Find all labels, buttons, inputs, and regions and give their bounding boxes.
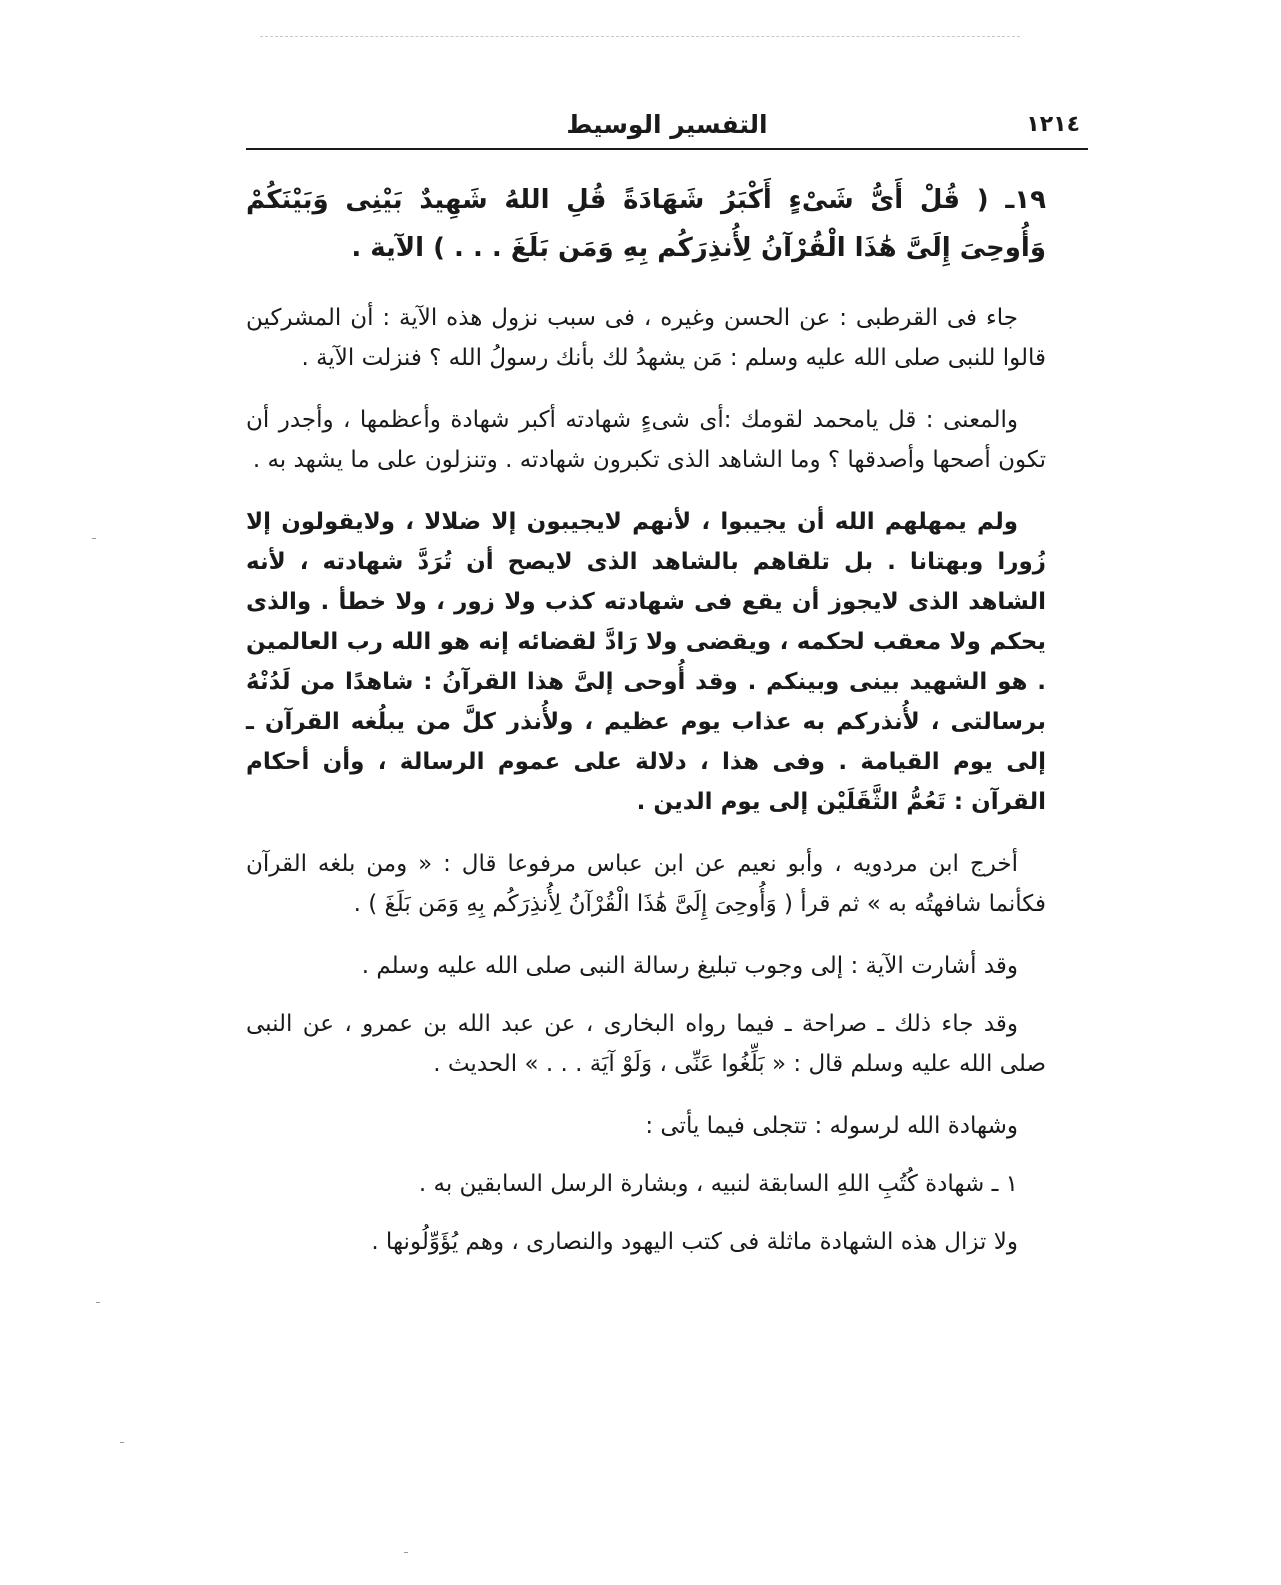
page-body: [246, 176, 1046, 1284]
hadith-narration-paragraph: أخرج ابن مردويه ، وأبو نعيم عن ابن عباس مرفوعا قال : « ومن بلغه القرآن فكأنما شافهتُه به » ثم قرأ ( وَأُوحِىَ إِلَىَّ هَٰذَا الْقُرْآنُ لِأُنذِرَكُم بِهِ وَمَن بَلَغَ ) .: [246, 851, 1046, 917]
page-header: [246, 104, 1088, 148]
scan-artifact-mark: [92, 538, 96, 539]
list-item-1: ١ ـ شهادة كُتُبِ اللهِ السابقة لنبيه ، وبشارة الرسل السابقين به .: [418, 1171, 1018, 1197]
page-number: ١٢١٤: [1026, 112, 1080, 137]
testimony-intro-paragraph: وشهادة الله لرسوله : تتجلى فيما يأتى :: [645, 1113, 1018, 1139]
bukhari-hadith-paragraph: وقد جاء ذلك ـ صراحة ـ فيما رواه البخارى ، عن عبد الله بن عمرو ، عن النبى صلى الله عليه وسلم قال : « بَلِّغُوا عَنِّى ، وَلَوْ آيَة . . . » الحديث .: [246, 1011, 1046, 1077]
meaning-paragraph: والمعنى : قل يامحمد لقومك :أى شىءٍ شهادته أكبر شهادة وأعظمها ، وأجدر أن تكون أصحها وأصدقها ؟ وما الشاهد الذى تكبرون شهادته . وتنزلون على ما يشهد به .: [246, 407, 1046, 473]
scan-artifact-top: [260, 36, 1020, 38]
running-title: التفسير الوسيط: [566, 110, 768, 139]
scan-artifact-mark: [96, 1302, 100, 1303]
revelation-cause-paragraph: جاء فى القرطبى : عن الحسن وغيره ، فى سبب نزول هذه الآية : أن المشركين قالوا للنبى صلى الله عليه وسلم : مَن يشهدُ لك بأنك رسولُ الله ؟ فنزلت الآية .: [246, 305, 1046, 371]
scan-artifact-mark: [120, 1442, 124, 1443]
verse-indication-paragraph: وقد أشارت الآية : إلى وجوب تبليغ رسالة النبى صلى الله عليه وسلم .: [361, 953, 1018, 979]
header-divider: [246, 148, 1088, 150]
scan-artifact-mark: [404, 1552, 408, 1553]
quran-verse-paragraph: ١٩ـ ( قُلْ أَىُّ شَىْءٍ أَكْبَرُ شَهَادَةً قُلِ اللهُ شَهِيدٌ بَيْنِى وَبَيْنَكُمْ وَأُوحِىَ إِلَىَّ هَٰذَا الْقُرْآنُ لِأُنذِرَكُم بِهِ وَمَن بَلَغَ . . . ) الآية .: [246, 185, 1046, 263]
commentary-paragraph: ولم يمهلهم الله أن يجيبوا ، لأنهم لايجيبون إلا ضلالا ، ولايقولون إلا زُورا وبهتانا . بل تلقاهم بالشاهد الذى لايصح أن تُرَدَّ شهادته ، لأنه الشاهد الذى لايجوز أن يقع فى شهادته كذب ولا زور ، ولا خطأ . والذى يحكم ولا معقب لحكمه ، ويقضى ولا رَادَّ لقضائه إنه هو الله رب العالمين . هو الشهيد بينى وبينكم . وقد أُوحى إلىَّ هذا القرآنُ : شاهدًا من لَدُنْهُ برسالتى ، لأُنذركم به عذاب يوم عظيم ، ولأُنذر كلَّ من يبلُغه القرآن ـ إلى يوم القيامة . وفى هذا ، دلالة على عموم الرسالة ، وأن أحكام القرآن : تَعُمُّ الثَّقَلَيْن إلى يوم الدين .: [246, 509, 1046, 815]
closing-paragraph: ولا تزال هذه الشهادة ماثلة فى كتب اليهود والنصارى ، وهم يُؤَوِّلُونها .: [371, 1229, 1018, 1255]
